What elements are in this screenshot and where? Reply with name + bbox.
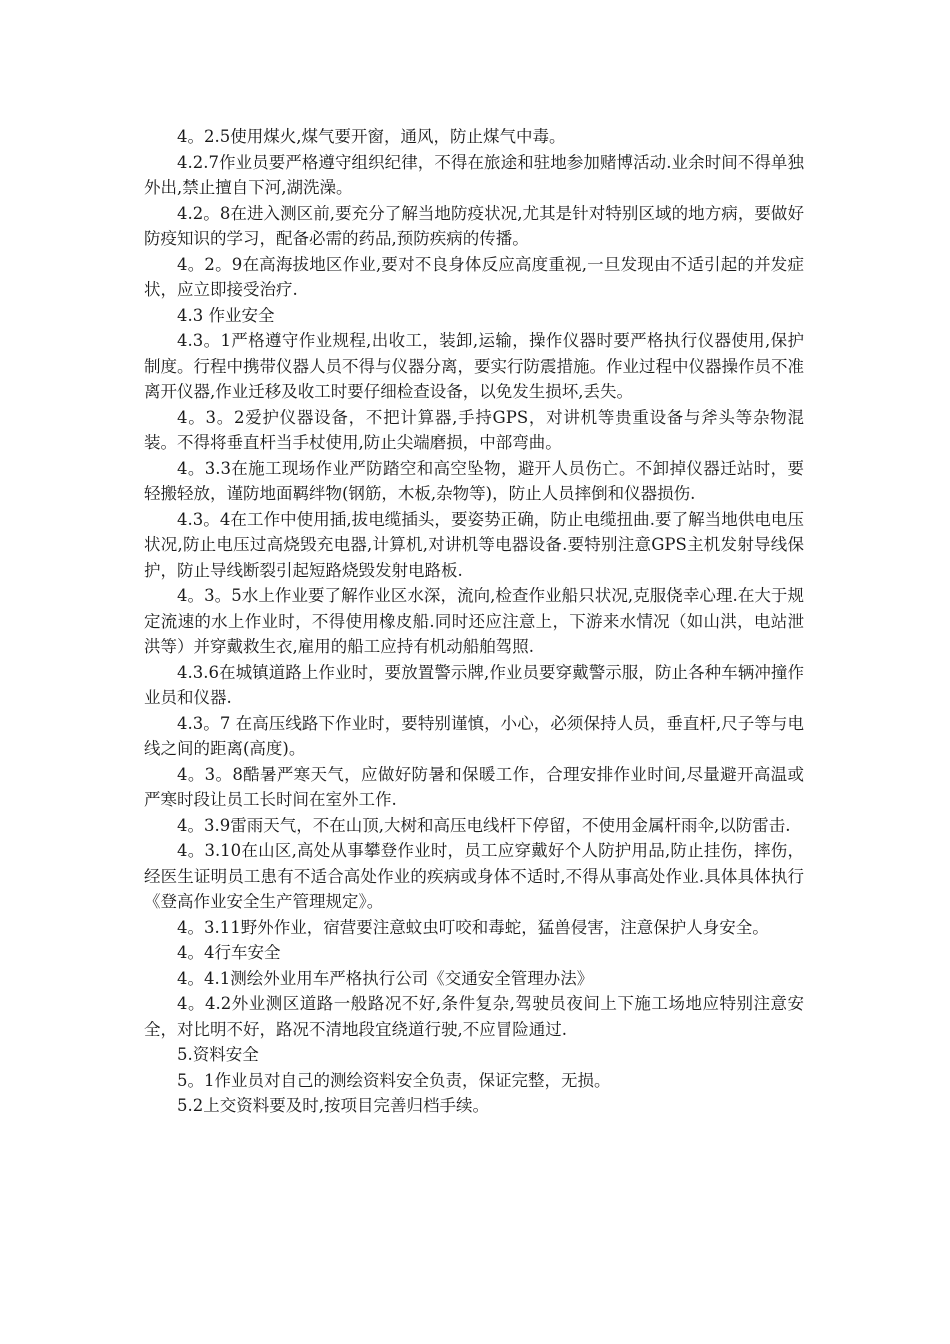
paragraph-5-2: 5.2上交资料要及时,按项目完善归档手续。 [177, 1096, 489, 1115]
paragraph-4-4-2: 4。4.2外业测区道路一般路况不好,条件复杂,驾驶员夜间上下施工场地应特别注意安全，对比明不好，路况不清地段宜绕道行驶,不应冒险通过. [144, 994, 804, 1039]
section-heading-5: 5.资料安全 [177, 1045, 259, 1064]
paragraph-4-3-6: 4.3.6在城镇道路上作业时，要放置警示牌,作业员要穿戴警示服，防止各种车辆冲撞作业员和仪器. [144, 662, 804, 707]
paragraph-4-2-8: 4.2。8在进入测区前,要充分了解当地防疫状况,尤其是针对特别区域的地方病，要做好防疫知识的学习，配备必需的药品,预防疾病的传播。 [144, 203, 804, 248]
paragraph-4-3-9: 4。3.9雷雨天气，不在山顶,大树和高压电线杆下停留，不使用金属杆雨伞,以防雷击. [177, 815, 791, 835]
document-body [144, 124, 804, 1119]
paragraph-4-4-1: 4。4.1测绘外业用车严格执行公司《交通安全管理办法》 [177, 968, 594, 988]
section-heading-4-3: 4.3 作业安全 [177, 305, 275, 325]
paragraph-4-3-7: 4.3。7 在高压线路下作业时，要特别谨慎，小心，必须保持人员，垂直杆,尺子等与电 线之间的距离(高度)。 [144, 713, 804, 758]
paragraph-4-3-4: 4.3。4在工作中使用插,拔电缆插头，要姿势正确，防止电缆扭曲.要了解当地供电电压状况,防止电压过高烧毁充电器,计算机,对讲机等电器设备.要特别注意GPS主机发射导线保护，防止导线断裂引起短路烧毁发射电路板. [144, 509, 804, 580]
paragraph-4-2-9: 4。2。9在高海拔地区作业,要对不良身体反应高度重视,一旦发现由不适引起的并发症状，应立即接受治疗. [144, 254, 804, 299]
paragraph-4-3-3: 4。3.3在施工现场作业严防踏空和高空坠物，避开人员伤亡。不卸掉仪器迁站时，要轻搬轻放，谨防地面羁绊物(钢筋，木板,杂物等)，防止人员摔倒和仪器损伤. [144, 458, 804, 503]
section-heading-4-4: 4。4行车安全 [177, 943, 281, 962]
paragraph-4-3-2: 4。3。2爱护仪器设备，不把计算器,手持GPS，对讲机等贵重设备与斧头等杂物混装。不得将垂直杆当手杖使用,防止尖端磨损，中部弯曲。 [144, 407, 804, 452]
paragraph-4-2-7: 4.2.7作业员要严格遵守组织纪律，不得在旅途和驻地参加赌博活动.业余时间不得单独外出,禁止擅自下河,湖洗澡。 [144, 152, 804, 197]
paragraph-4-3-8: 4。3。8酷暑严寒天气，应做好防暑和保暖工作，合理安排作业时间,尽量避开高温或严寒时段让员工长时间在室外工作. [144, 764, 804, 809]
paragraph-4-3-5: 4。3。5水上作业要了解作业区水深，流向,检查作业船只状况,克服侥幸心理.在大于规定流速的水上作业时，不得使用橡皮船.同时还应注意上，下游来水情况（如山洪，电站泄洪等）并穿戴救生衣,雇用的船工应持有机动船舶驾照. [144, 586, 804, 656]
paragraph-5-1: 5。1作业员对自己的测绘资料安全负责，保证完整，无损。 [177, 1070, 611, 1090]
paragraph-4-3-11: 4。3.11野外作业，宿营要注意蚊虫叮咬和毒蛇，猛兽侵害，注意保护人身安全。 [177, 917, 769, 937]
paragraph-4-3-10: 4。3.10在山区,高处从事攀登作业时，员工应穿戴好个人防护用品,防止挂伤，摔伤，经医生证明员工患有不适合高处作业的疾病或身体不适时,不得从事高处作业.具体具体执行《登高作业安全生产管理规定》。 [144, 841, 804, 911]
paragraph-4-2-5: 4。2.5使用煤火,煤气要开窗，通风，防止煤气中毒。 [177, 127, 566, 146]
paragraph-4-3-1: 4.3。1严格遵守作业规程,出收工，装卸,运输，操作仪器时要严格执行仪器使用,保护制度。行程中携带仪器人员不得与仪器分离，要实行防震措施。作业过程中仪器操作员不准离开仪器,作业迁移及收工时要仔细检查设备，以免发生损坏,丢失。 [144, 331, 804, 401]
